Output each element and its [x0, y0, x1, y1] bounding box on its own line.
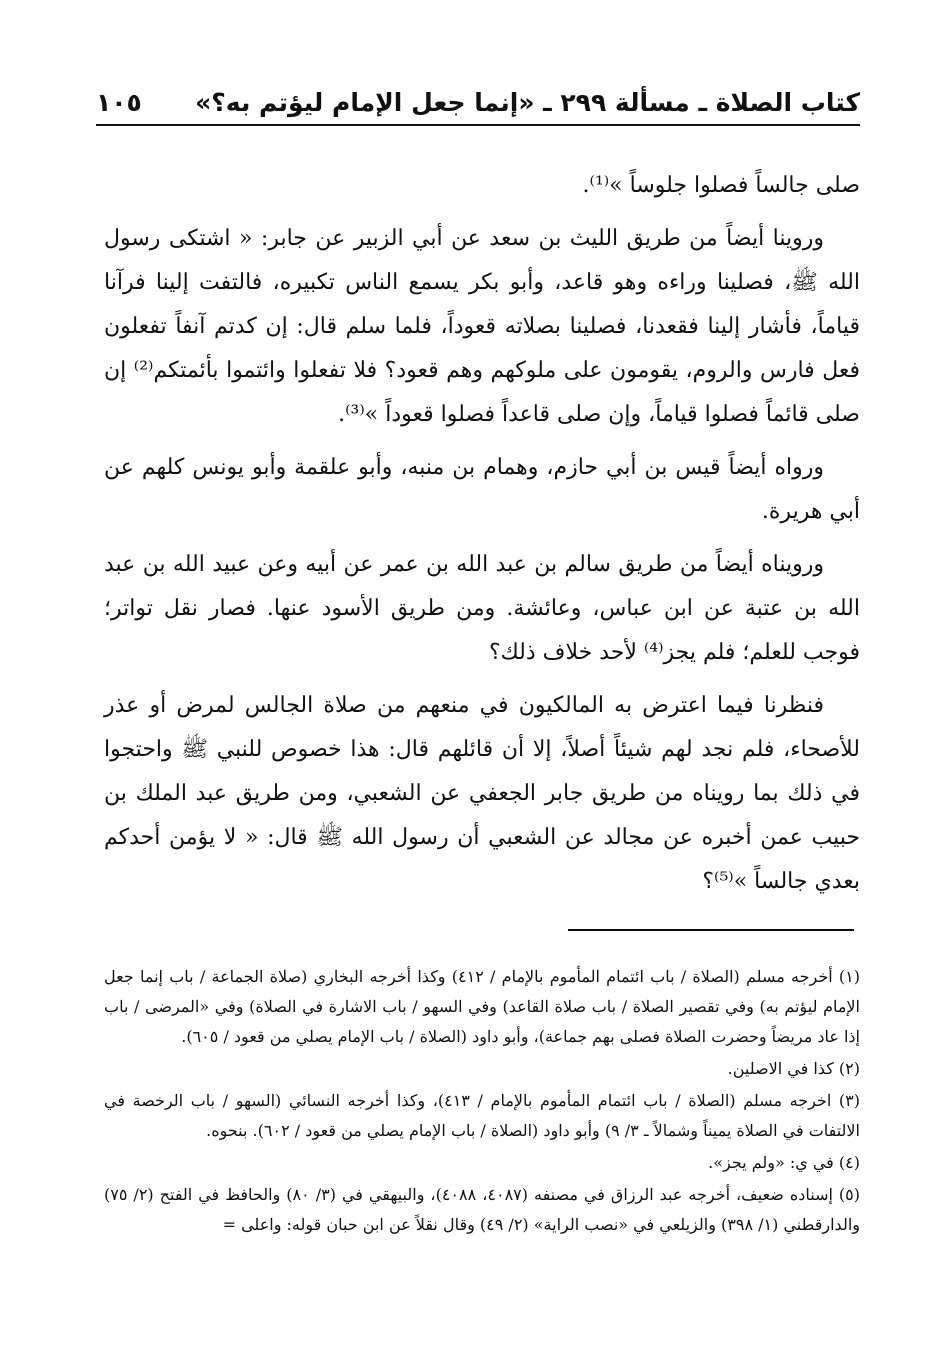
footnote-4: (٤) في ي: «ولم يجز». [708, 1153, 860, 1172]
paragraph-abu-hurayra: ورواه أيضاً قيس بن أبي حازم، وهمام بن منبه، وأبو علقمة وأبو يونس كلهم عن أبي هريرة. [104, 455, 860, 524]
footnote-divider [568, 929, 854, 931]
footnotes [104, 962, 860, 1242]
footnote-1: (١) أخرجه مسلم (الصلاة / باب ائتمام المأموم بالإمام / ٤١٢) وكذا أخرجه البخاري (صلاة الجماعة / باب إنما جعل الإمام ليؤتم به) وفي تقصير الصلاة / باب صلاة القاعد) وفي السهو / باب الاشارة في الصلاة) وفي «المرضى / باب إذا عاد مريضاً وحضرت الصلاة فصلى بهم جماعة)، وأبو داود (الصلاة / باب الإمام يصلي من قعود / ٦٠٥). [104, 967, 861, 1046]
paragraph-jabir-hadith: وروينا أيضاً من طريق الليث بن سعد عن أبي الزبير عن جابر: « اشتكى رسول الله ﷺ، فصلينا وراءه وهو قاعد، وأبو بكر يسمع الناس تكبيره، فالتفت إلينا فرآنا قياماً، فأشار إلينا فقعدنا، فصلينا بصلاته قعوداً، فلما سلم قال: إن كدتم آنفاً تفعلون فعل فارس والروم، يقومون على ملوكهم وهم قعود؟ فلا تفعلوا وائتموا بأئمتكم⁽²⁾ إن صلى قائماً فصلوا قياماً، وإن صلى قاعداً فصلوا قعوداً »⁽³⁾. [104, 226, 861, 427]
paragraph-malikiyya: فنظرنا فيما اعترض به المالكيون في منعهم من صلاة الجالس لمرض أو عذر للأصحاء، فلم نجد لهم شيئاً أصلاً، إلا أن قائلهم قال: هذا خصوص للنبي ﷺ واحتجوا في ذلك بما رويناه من طريق جابر الجعفي عن الشعبي، ومن طريق عبد الملك بن حبيب عمن أخبره عن مجالد عن الشعبي أن رسول الله ﷺ قال: « لا يؤمن أحدكم بعدي جالساً »⁽⁵⁾؟ [104, 693, 860, 894]
paragraph-continuation: صلى جالساً فصلوا جلوساً »⁽¹⁾. [582, 173, 860, 198]
paragraph-tawatur: ورويناه أيضاً من طريق سالم بن عبد الله بن عمر عن أبيه وعن عبيد الله بن عبد الله بن عتبة عن ابن عباس، وعائشة. ومن طريق الأسود عنها. فصار نقل تواتر؛ فوجب للعلم؛ فلم يجز⁽⁴⁾ لأحد خلاف ذلك؟ [104, 552, 861, 665]
page-number: ١٠٥ [96, 87, 142, 117]
footnote-3: (٣) اخرجه مسلم (الصلاة / باب ائتمام المأموم بالإمام / ٤١٣)، وكذا أخرجه النسائي (السهو / باب الرخصة في الالتفات في الصلاة يميناً وشمالاً ـ ٣/ ٩) وأبو داود (الصلاة / باب الإمام يصلي من قعود / ٦٠٢). بنحوه. [104, 1091, 861, 1140]
running-title: كتاب الصلاة ـ مسألة ٢٩٩ ـ «إنما جعل الإمام ليؤتم به؟» [195, 87, 860, 117]
footnote-2: (٢) كذا في الاصلين. [727, 1059, 860, 1078]
main-text [104, 164, 860, 913]
footnote-5: (٥) إسناده ضعيف، أخرجه عبد الرزاق في مصنفه (٤٠٨٧، ٤٠٨٨)، والبيهقي في (٣/ ٨٠) والحافظ في الفتح (٢/ ٧٥) والدارقطني (١/ ٣٩٨) والزيلعي في «نصب الراية» (٢/ ٤٩) وقال نقلاً عن ابن حبان قوله: واعلى = [104, 1185, 861, 1234]
running-header [96, 80, 860, 126]
